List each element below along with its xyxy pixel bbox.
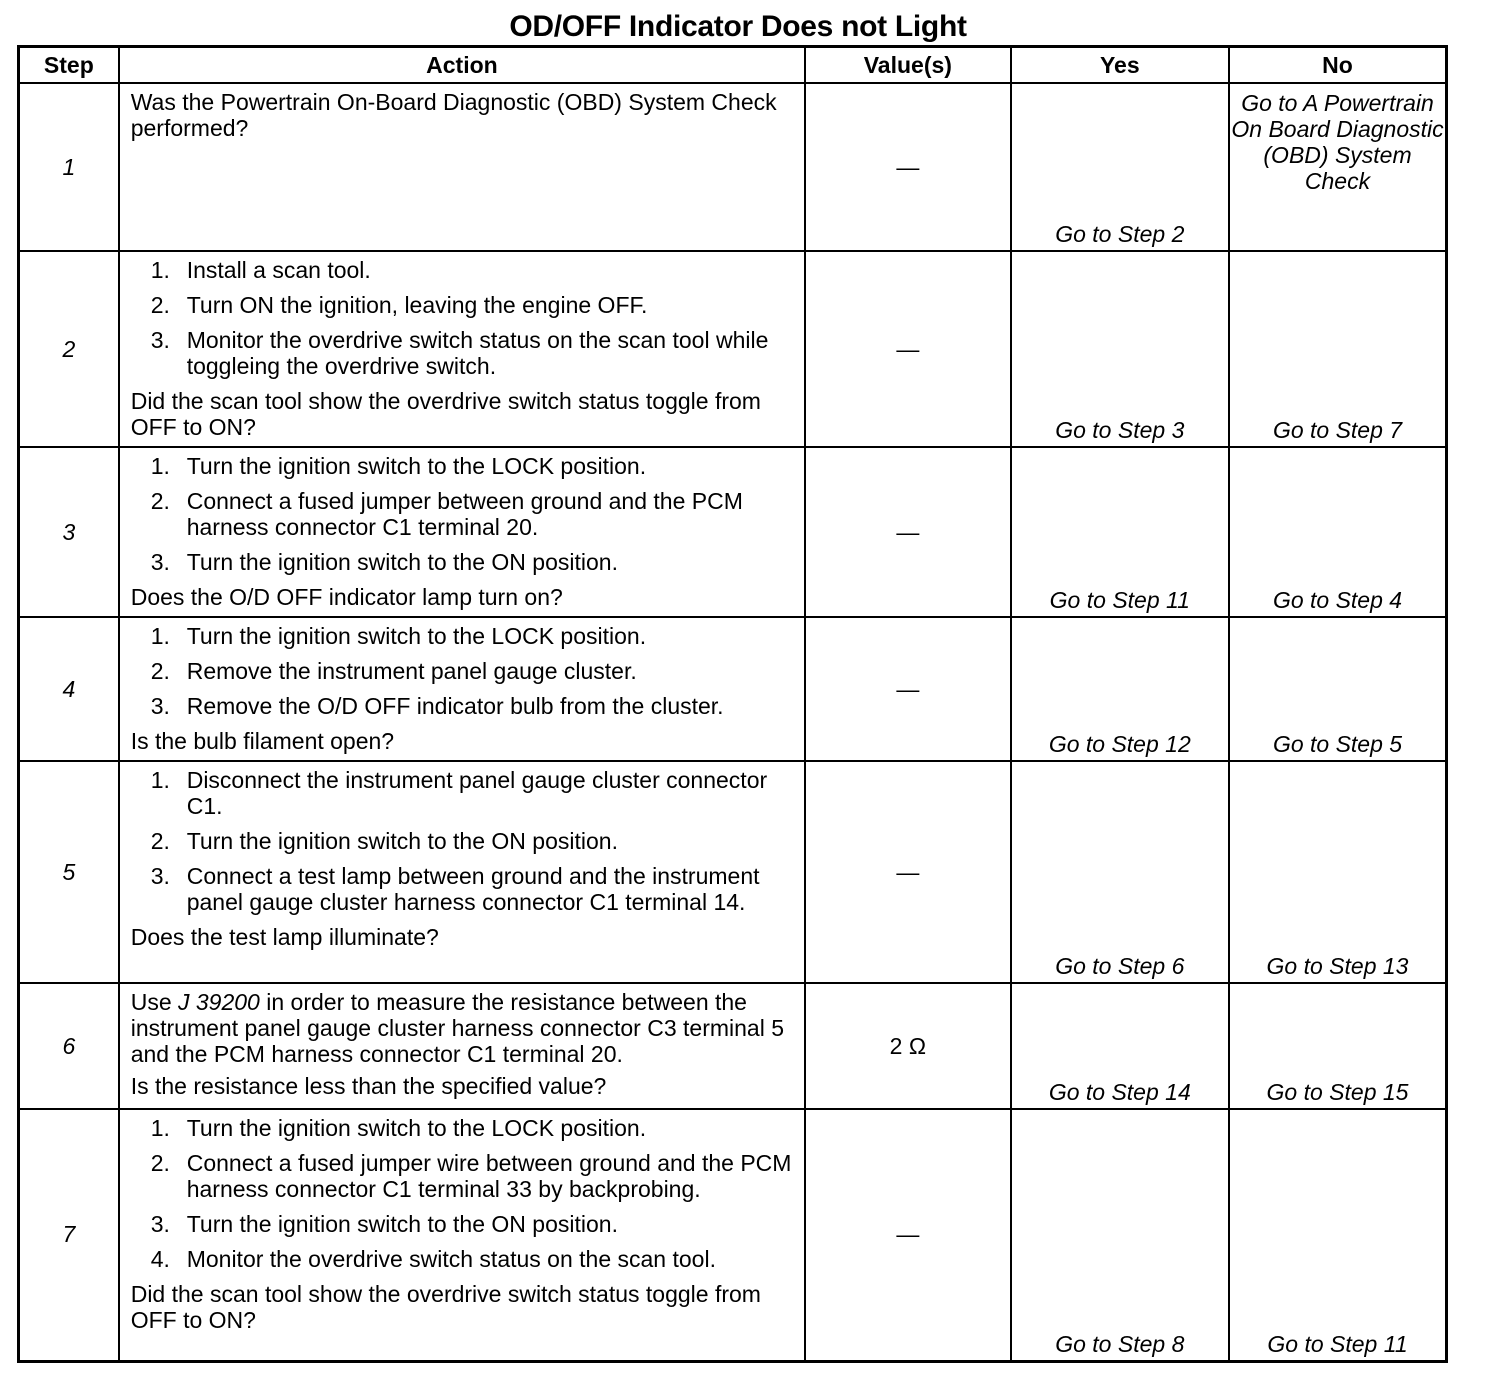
header-yes: Yes xyxy=(1011,47,1229,84)
step-number: 6 xyxy=(19,983,119,1109)
action-cell xyxy=(119,83,805,251)
action-cell xyxy=(119,983,805,1109)
action-step: 3. Remove the O/D OFF indicator bulb from the cluster. xyxy=(150,693,724,719)
tool-reference: J 39200 xyxy=(178,989,260,1015)
action-step: 4. Monitor the overdrive switch status on the scan tool. xyxy=(150,1246,716,1272)
diagnostic-table xyxy=(17,45,1448,1363)
action-step: 1. Turn the ignition switch to the LOCK position. xyxy=(150,623,647,649)
no-prefix: Go to xyxy=(1241,90,1303,116)
step-number: 7 xyxy=(19,1109,119,1361)
action-question: Does the O/D OFF indicator lamp turn on? xyxy=(130,584,563,610)
yes-cell: Go to Step 8 xyxy=(1011,1109,1229,1361)
action-question: Is the resistance less than the specified value? xyxy=(130,1073,607,1099)
no-cell: Go to Step 11 xyxy=(1229,1109,1446,1361)
action-step: 2. Connect a fused jumper between ground and the PCM harness connector C1 terminal 20. xyxy=(150,488,743,540)
no-cell: Go to Step 15 xyxy=(1229,983,1446,1109)
action-steps xyxy=(131,623,796,719)
action-step: 2. Turn the ignition switch to the ON position. xyxy=(150,828,618,854)
action-cell xyxy=(119,251,805,447)
action-steps xyxy=(131,453,796,575)
yes-cell: Go to Step 2 xyxy=(1011,83,1229,251)
value-cell: 2 Ω xyxy=(805,983,1010,1109)
value-cell: — xyxy=(805,617,1010,761)
action-step: 3. Monitor the overdrive switch status on the scan tool while toggleing the overdrive switch. xyxy=(150,327,769,379)
page-title: OD/OFF Indicator Does not Light xyxy=(509,10,967,43)
yes-cell: Go to Step 11 xyxy=(1011,447,1229,617)
action-question: Was the Powertrain On-Board Diagnostic (OBD) System Check performed? xyxy=(130,89,777,141)
header-row xyxy=(19,47,1447,84)
action-step: 1. Turn the ignition switch to the LOCK position. xyxy=(150,1115,647,1141)
action-cell xyxy=(119,1109,805,1361)
table-row xyxy=(19,83,1447,251)
step-number: 2 xyxy=(19,251,119,447)
table-row xyxy=(19,251,1447,447)
action-cell xyxy=(119,761,805,983)
table-row xyxy=(19,1109,1447,1361)
no-cell: Go to Step 13 xyxy=(1229,761,1446,983)
step-number: 5 xyxy=(19,761,119,983)
action-step: 2. Remove the instrument panel gauge cluster. xyxy=(150,658,637,684)
action-question: Did the scan tool show the overdrive switch status toggle from OFF to ON? xyxy=(130,1281,761,1333)
yes-cell: Go to Step 14 xyxy=(1011,983,1229,1109)
table-row xyxy=(19,983,1447,1109)
action-steps xyxy=(131,767,796,915)
table-row xyxy=(19,761,1447,983)
no-reference: A Powertrain On Board Diagnostic (OBD) System Check xyxy=(1231,90,1444,194)
yes-cell: Go to Step 12 xyxy=(1011,617,1229,761)
action-cell xyxy=(119,617,805,761)
action-step: 1. Install a scan tool. xyxy=(150,257,371,283)
action-step: 1. Turn the ignition switch to the LOCK position. xyxy=(150,453,647,479)
action-question: Does the test lamp illuminate? xyxy=(130,924,439,950)
action-cell xyxy=(119,447,805,617)
no-cell: Go to Step 4 xyxy=(1229,447,1446,617)
action-step: 2. Connect a fused jumper wire between ground and the PCM harness connector C1 terminal 33 by backprobing. xyxy=(150,1150,792,1202)
value-cell: — xyxy=(805,83,1010,251)
action-question: Did the scan tool show the overdrive switch status toggle from OFF to ON? xyxy=(130,388,761,440)
action-step: 3. Connect a test lamp between ground and the instrument panel gauge cluster harness connector C1 terminal 14. xyxy=(150,863,760,915)
action-steps xyxy=(131,257,796,379)
yes-cell: Go to Step 3 xyxy=(1011,251,1229,447)
step-number: 1 xyxy=(19,83,119,251)
action-step: 2. Turn ON the ignition, leaving the engine OFF. xyxy=(150,292,648,318)
header-step: Step xyxy=(19,47,119,84)
no-cell: Go to Step 5 xyxy=(1229,617,1446,761)
value-cell: — xyxy=(805,761,1010,983)
no-cell: Go to Step 7 xyxy=(1229,251,1446,447)
value-cell: — xyxy=(805,1109,1010,1361)
table-row xyxy=(19,447,1447,617)
action-step: 1. Disconnect the instrument panel gauge cluster connector C1. xyxy=(150,767,768,819)
header-no: No xyxy=(1229,47,1446,84)
no-cell xyxy=(1229,83,1446,251)
action-step: 3. Turn the ignition switch to the ON position. xyxy=(150,1211,618,1237)
value-cell: — xyxy=(805,447,1010,617)
table-row xyxy=(19,617,1447,761)
value-cell: — xyxy=(805,251,1010,447)
action-step: 3. Turn the ignition switch to the ON position. xyxy=(150,549,618,575)
header-action: Action xyxy=(119,47,805,84)
header-value: Value(s) xyxy=(805,47,1010,84)
yes-cell: Go to Step 6 xyxy=(1011,761,1229,983)
action-question: Is the bulb filament open? xyxy=(130,728,395,754)
action-text: Use J 39200 in order to measure the resistance between the instrument panel gauge cluster harness connector C3 terminal 5 and the PCM harness connector C1 terminal 20. xyxy=(130,989,785,1067)
action-steps xyxy=(131,1115,796,1272)
step-number: 3 xyxy=(19,447,119,617)
step-number: 4 xyxy=(19,617,119,761)
